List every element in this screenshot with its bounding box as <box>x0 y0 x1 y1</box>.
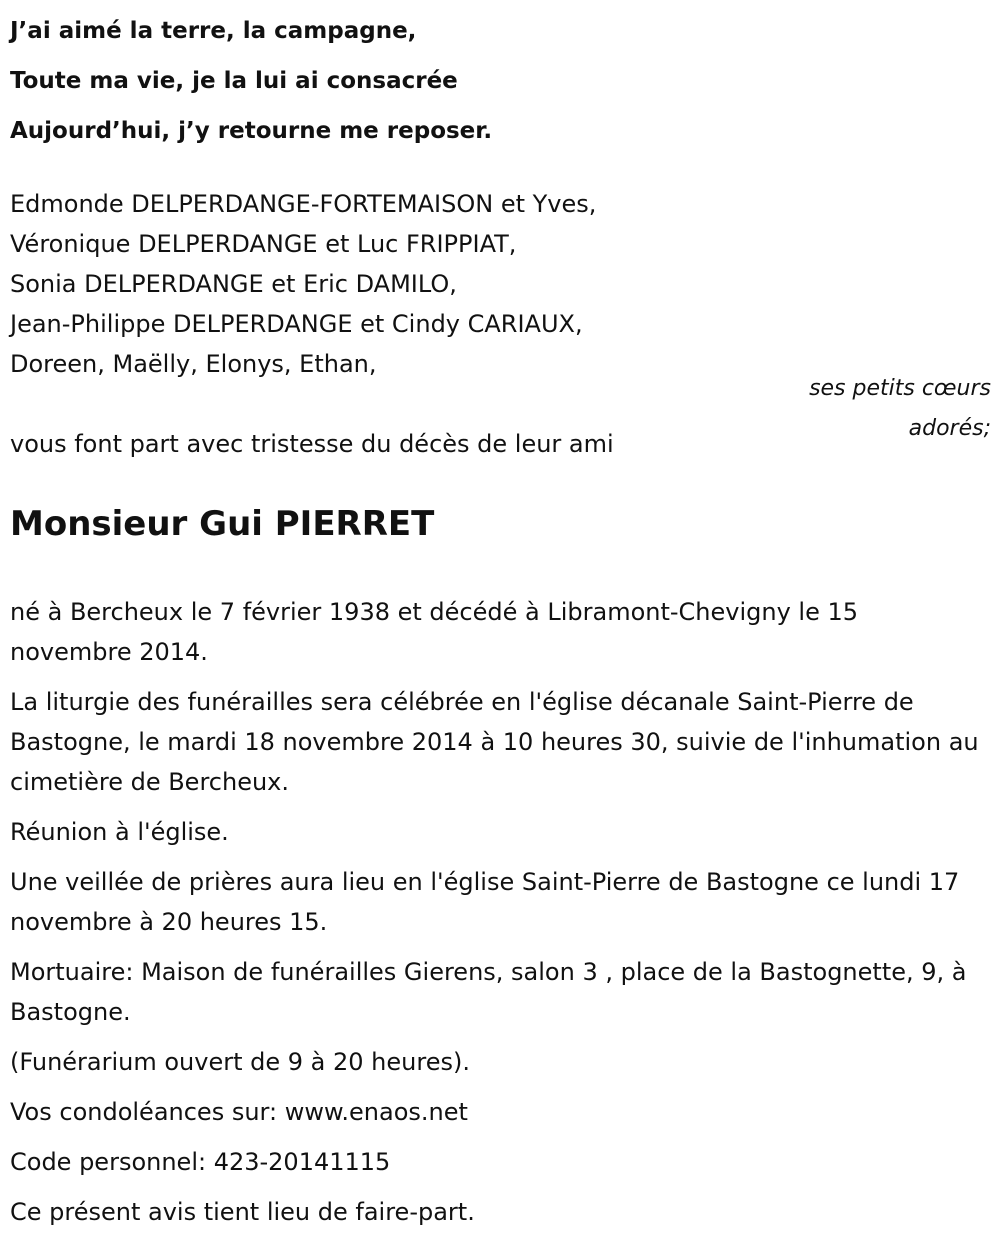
meeting-info: Réunion à l'église. <box>10 818 229 846</box>
deceased-name: Monsieur Gui PIERRET <box>10 504 435 544</box>
vigil-info: Une veillée de prières aura lieu en l'église Saint-Pierre de Bastogne ce lundi 17 novembre à 20 heures 15. <box>10 868 960 936</box>
family-list <box>10 184 770 384</box>
condolences-link: Vos condoléances sur: www.enaos.net <box>10 1098 468 1126</box>
family-line: Véronique DELPERDANGE et Luc FRIPPIAT, <box>10 230 517 258</box>
family-line: Jean-Philippe DELPERDANGE et Cindy CARIAUX, <box>10 310 583 338</box>
family-line: Edmonde DELPERDANGE-FORTEMAISON et Yves, <box>10 190 597 218</box>
personal-code: Code personnel: 423-20141115 <box>10 1148 391 1176</box>
grandchildren-note <box>761 369 991 449</box>
poem <box>10 6 770 156</box>
announcement: vous font part avec tristesse du décès de leur ami <box>10 430 614 458</box>
funeral-info: La liturgie des funérailles sera célébrée en l'église décanale Saint-Pierre de Bastogne, le mardi 18 novembre 2014 à 10 heures 30, suivie de l'inhumation au cimetière de Bercheux. <box>10 688 979 796</box>
details <box>10 592 985 1242</box>
notice-statement: Ce présent avis tient lieu de faire-part. <box>10 1198 475 1226</box>
grandchildren-note-line: adorés; <box>908 416 991 441</box>
poem-line: Toute ma vie, je la lui ai consacrée <box>10 68 458 94</box>
grandchildren-note-line: ses petits cœurs <box>809 376 991 401</box>
poem-line: Aujourd’hui, j’y retourne me reposer. <box>10 118 493 144</box>
birth-death-info: né à Bercheux le 7 février 1938 et décédé à Libramont-Chevigny le 15 novembre 2014. <box>10 598 859 666</box>
family-line: Doreen, Maëlly, Elonys, Ethan, <box>10 350 377 378</box>
family-line: Sonia DELPERDANGE et Eric DAMILO, <box>10 270 457 298</box>
mortuary-info: Mortuaire: Maison de funérailles Gierens, salon 3 , place de la Bastognette, 9, à Bastogne. <box>10 958 967 1026</box>
poem-line: J’ai aimé la terre, la campagne, <box>10 18 417 44</box>
funerarium-hours: (Funérarium ouvert de 9 à 20 heures). <box>10 1048 470 1076</box>
